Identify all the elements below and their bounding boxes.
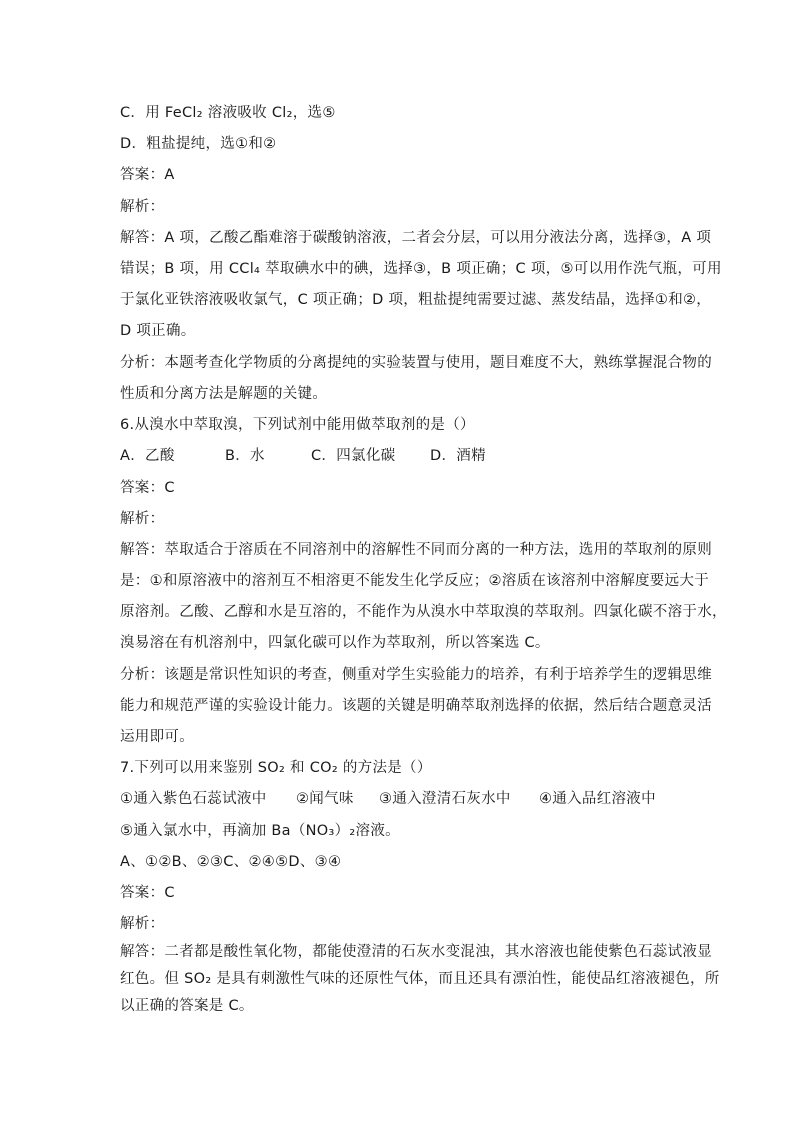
q5-answer: 答案：A (120, 167, 175, 183)
q5-solution-line: 于氯化亚铁溶液吸收氯气，C 项正确；D 项，粗盐提纯需要过滤、蒸发结晶，选择①和②， (120, 292, 712, 308)
q5-review-line: 性质和分离方法是解题的关键。 (120, 386, 328, 402)
q7-method-3: ③通入澄清石灰水中 (379, 791, 511, 807)
q7-choices: A、①②B、②③C、②④⑤D、③④ (120, 854, 342, 870)
q5-solution-line: D 项正确。 (120, 323, 196, 339)
q5-option-d: D．粗盐提纯，选①和② (120, 136, 277, 152)
q7-method-5: ⑤通入氯水中，再滴加 Ba（NO₃）₂溶液。 (120, 823, 400, 839)
q6-option-a: A．乙酸 (120, 448, 175, 464)
q7-analysis-label: 解析： (120, 916, 165, 932)
q6-solution-line: 解答：萃取适合于溶质在不同溶剂中的溶解性不同而分离的一种方法，选用的萃取剂的原则 (120, 542, 712, 558)
q5-solution-line: 解答：A 项，乙酸乙酯难溶于碳酸钠溶液，二者会分层，可以用分液法分离，选择③，A 项 (120, 230, 712, 246)
q7-method-1: ①通入紫色石蕊试液中 (120, 791, 267, 807)
q5-option-c: C．用 FeCl₂ 溶液吸收 Cl₂，选⑤ (120, 105, 336, 121)
q6-answer: 答案：C (120, 480, 175, 496)
q5-review-line: 分析：本题考查化学物质的分离提纯的实验装置与使用，题目难度不大，熟练掌握混合物的 (120, 355, 712, 371)
q6-review-line: 能力和规范严谨的实验设计能力。该题的关键是明确萃取剂选择的依据，然后结合题意灵活 (120, 698, 712, 714)
q6-option-b: B．水 (225, 448, 265, 464)
q6-review-line: 分析：该题是常识性知识的考查，侧重对学生实验能力的培养，有利于培养学生的逻辑思维 (120, 667, 712, 683)
q7-solution-line: 红色。但 SO₂ 是具有刺激性气味的还原性气体，而且还具有漂泊性，能使品红溶液褪色，所 (120, 971, 720, 987)
q7-solution-line: 以正确的答案是 C。 (120, 998, 254, 1014)
q5-solution-line: 错误；B 项，用 CCl₄ 萃取碘水中的碘，选择③，B 项正确；C 项，⑤可以用作洗气瓶，可用 (120, 261, 722, 277)
q6-stem: 6.从溴水中萃取溴，下列试剂中能用做萃取剂的是（） (120, 417, 475, 433)
q6-solution-line: 溴易溶在有机溶剂中，四氯化碳可以作为萃取剂，所以答案选 C。 (120, 635, 550, 651)
q7-solution-line: 解答：二者都是酸性氧化物，都能使澄清的石灰水变混浊，其水溶液也能使紫色石蕊试液显 (120, 944, 712, 960)
q7-answer: 答案：C (120, 885, 175, 901)
q6-solution-line: 原溶剂。乙酸、乙醇和水是互溶的，不能作为从溴水中萃取溴的萃取剂。四氯化碳不溶于水， (120, 604, 727, 620)
q6-solution-line: 是：①和原溶液中的溶剂互不相溶更不能发生化学反应；②溶质在该溶剂中溶解度要远大于 (120, 573, 709, 589)
q6-option-d: D．酒精 (430, 448, 486, 464)
q6-option-c: C．四氯化碳 (311, 448, 396, 464)
q7-stem: 7.下列可以用来鉴别 SO₂ 和 CO₂ 的方法是（） (120, 760, 432, 776)
q7-method-2: ②闻气味 (296, 791, 354, 807)
q7-method-4: ④通入品红溶液中 (539, 791, 656, 807)
q6-review-line: 运用即可。 (120, 729, 194, 745)
q5-analysis-label: 解析： (120, 199, 165, 215)
q6-analysis-label: 解析： (120, 511, 165, 527)
